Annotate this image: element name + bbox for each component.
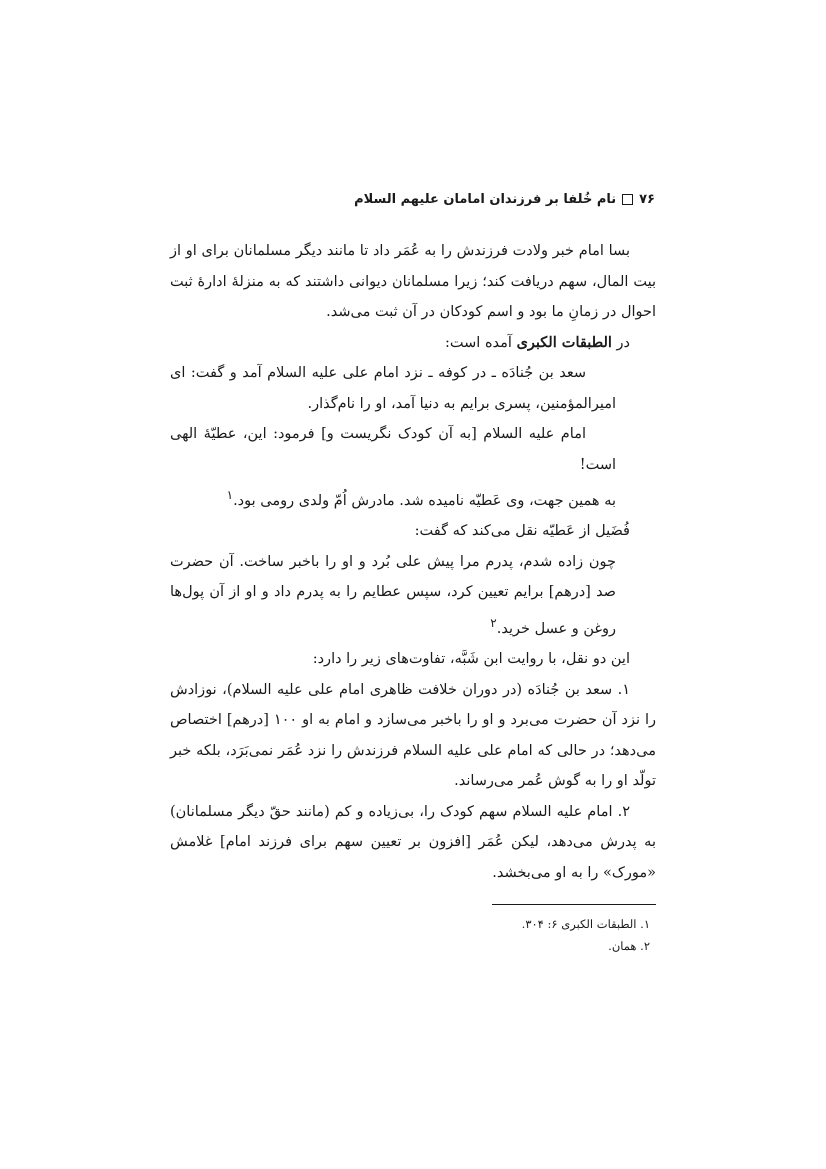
- running-title: نام خُلفا بر فرزندان امامان علیهم السلام: [354, 192, 617, 207]
- square-bullet-icon: [622, 194, 633, 205]
- quote-paragraph: امام علیه السلام [به آن کودک نگریست و] فرمود: این، عطیّهٔ الهی است!: [170, 426, 616, 473]
- paragraph: این دو نقل، با روایت ابن شَبَّه، تفاوت‌های زیر را دارد:: [312, 651, 630, 668]
- footnote-ref[interactable]: ۲: [490, 615, 497, 630]
- footnote-ref[interactable]: ۱: [226, 488, 234, 502]
- footnote-item: ۲. همان.: [608, 939, 650, 953]
- paragraph: ۲. امام علیه السلام سهم کودک را، بی‌زیاده و کم (مانند حقّ دیگر مسلمانان) به پدرش می‌دهد، لیکن عُمَر [افزون بر تعیین سهم برای فرزند امام] غلامش «مورک» را به او می‌بخشد.: [170, 803, 656, 881]
- footnotes: [170, 913, 650, 957]
- page-header: [170, 192, 655, 207]
- footnote-item: ۱. الطبقات الکبری ۶: ۳۰۴.: [521, 917, 650, 931]
- quote-paragraph: سعد بن جُنادَه ـ در کوفه ـ نزد امام علی علیه السلام آمد و گفت: ای امیرالمؤمنین، پسری برایم به دنیا آمد، او را نام‌گذار.: [170, 365, 616, 412]
- footnote-divider: [492, 904, 656, 905]
- paragraph: فُضَیل از عَطیّه نقل می‌کند که گفت:: [414, 523, 630, 540]
- paragraph: ۱. سعد بن جُنادَه (در دوران خلافت ظاهری امام علی علیه السلام)، نوزادش را نزد آن حضرت می‌برد و او را باخبر می‌سازد و امام به او ۱۰۰ [درهم] اختصاص می‌دهد؛ در حالی که امام علی علیه السلام فرزندش را نزد عُمَر نمی‌بَرَد، بلکه خبر تولّد او را به گوش عُمر می‌رساند.: [170, 681, 656, 790]
- paragraph: بسا امام خبر ولادت فرزندش را به عُمَر داد تا مانند دیگر مسلمانان برای او از بیت المال، سهم دریافت کند؛ زیرا مسلمانان دیوانی داشتند که به منزلهٔ ادارهٔ ثبت احوال در زمانِ ما بود و اسم کودکان در آن ثبت می‌شد.: [170, 243, 656, 320]
- page-number: ۷۶: [639, 192, 655, 207]
- quote-paragraph: به همین جهت، وی عَطیّه نامیده شد. مادرش اُمّ ولدی رومی بود.$^۱$: [226, 488, 616, 509]
- source-title: الطبقات الکبری: [516, 333, 612, 351]
- quote-paragraph: چون زاده شدم، پدرم مرا پیش علی بُرد و او را باخبر ساخت. آن حضرت صد [درهم] برایم تعیین کرد، سپس عطایم را به پدرم داد و او از آن پول‌ها روغن و عسل خرید.$^۲$: [170, 553, 616, 637]
- paragraph: در الطبقات الکبری آمده است:: [445, 333, 630, 351]
- main-text: [170, 236, 656, 888]
